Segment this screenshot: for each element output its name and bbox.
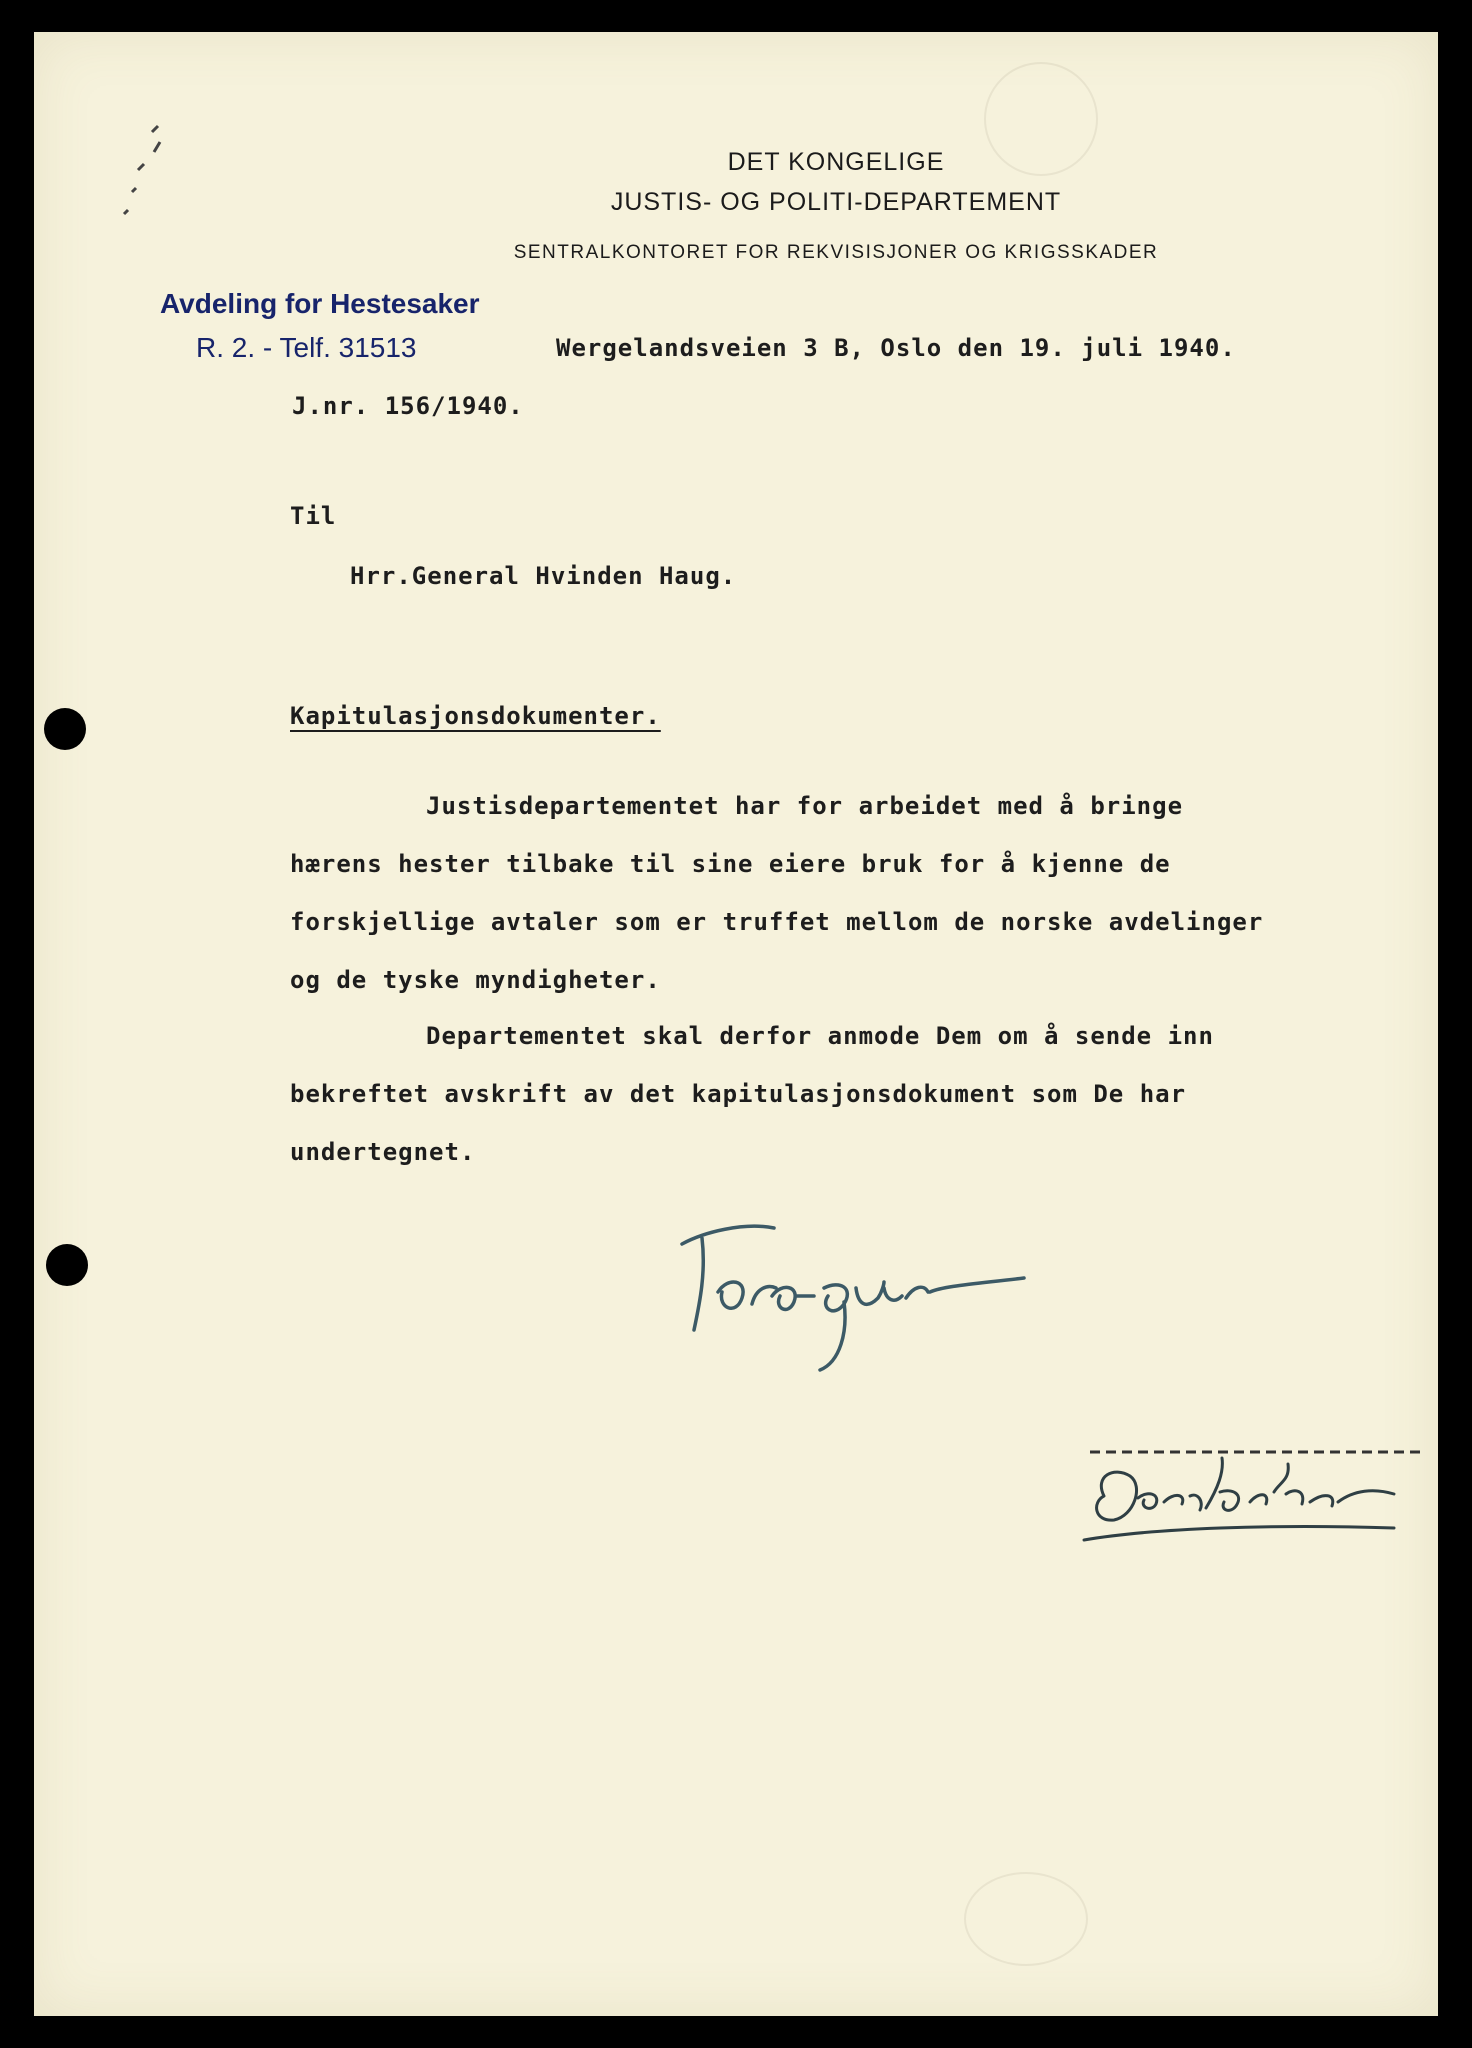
subject-line: Kapitulasjonsdokumenter. bbox=[290, 702, 661, 730]
letterhead-line-1: DET KONGELIGE bbox=[727, 148, 945, 176]
show-through-mark bbox=[964, 1872, 1088, 1966]
recipient-name: Hrr.General Hvinden Haug. bbox=[350, 562, 737, 590]
journal-number: J.nr. 156/1940. bbox=[292, 392, 524, 420]
letterhead-line-2: JUSTIS- OG POLITI-DEPARTEMENT bbox=[610, 188, 1062, 216]
punch-hole bbox=[46, 1244, 88, 1286]
body-line: hærens hester tilbake til sine eiere bruk for å kjenne de bbox=[290, 850, 1171, 878]
handwritten-signature-second bbox=[1074, 1432, 1454, 1572]
punch-hole bbox=[44, 708, 86, 750]
handwritten-signature-first bbox=[644, 1192, 1044, 1372]
recipient-label: Til bbox=[290, 502, 337, 530]
document-page bbox=[34, 32, 1438, 2016]
body-line: og de tyske myndigheter. bbox=[290, 966, 661, 994]
phone-stamp: R. 2. - Telf. 31513 bbox=[196, 332, 417, 363]
body-line: Justisdepartementet har for arbeidet med å bringe bbox=[426, 792, 1184, 820]
body-line: bekreftet avskrift av det kapitulasjonsdokument som De har bbox=[290, 1080, 1187, 1108]
address-date-line: Wergelandsveien 3 B, Oslo den 19. juli 1940. bbox=[556, 334, 1236, 362]
department-stamp: Avdeling for Hestesaker bbox=[160, 288, 480, 319]
body-line: Departementet skal derfor anmode Dem om å sende inn bbox=[426, 1022, 1214, 1050]
letterhead-line-3: SENTRALKONTORET FOR REKVISISJONER OG KRIGSSKADER bbox=[513, 242, 1159, 263]
body-line: undertegnet. bbox=[290, 1138, 476, 1166]
body-line: forskjellige avtaler som er truffet mellom de norske avdelinger bbox=[290, 908, 1264, 936]
